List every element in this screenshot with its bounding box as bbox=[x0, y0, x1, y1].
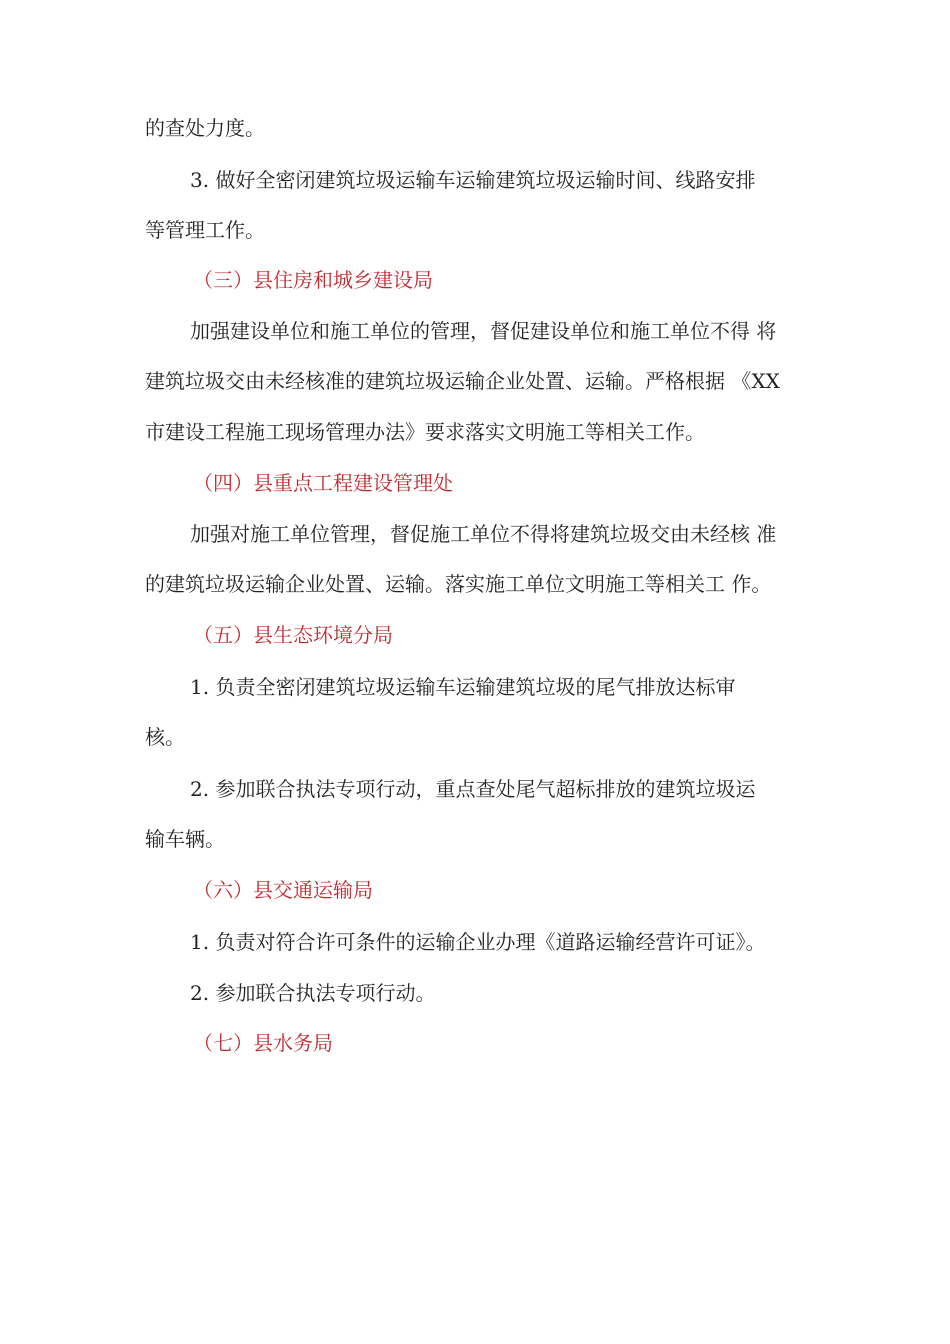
body-text-line: 的查处力度。 bbox=[145, 116, 265, 140]
section-heading-housing-bureau: （三）县住房和城乡建设局 bbox=[193, 268, 433, 292]
body-text-line: 等管理工作。 bbox=[145, 218, 265, 242]
list-item-2: 2. 参加联合执法专项行动，重点查处尾气超标排放的建筑垃圾运 bbox=[190, 777, 756, 801]
list-item-1: 1. 负责对符合许可条件的运输企业办理《道路运输经营许可证》。 bbox=[190, 930, 766, 954]
list-item-continuation: 输车辆。 bbox=[145, 827, 225, 851]
section-heading-water-bureau: （七）县水务局 bbox=[193, 1031, 333, 1055]
list-item-1: 1. 负责全密闭建筑垃圾运输车运输建筑垃圾的尾气排放达标审 bbox=[190, 675, 736, 699]
list-item-2: 2. 参加联合执法专项行动。 bbox=[190, 981, 436, 1005]
section-heading-transport-bureau: （六）县交通运输局 bbox=[193, 878, 373, 902]
paragraph-line: 的建筑垃圾运输企业处置、运输。落实施工单位文明施工等相关工 作。 bbox=[145, 572, 772, 596]
paragraph-line: 市建设工程施工现场管理办法》要求落实文明施工等相关工作。 bbox=[145, 420, 705, 444]
paragraph-line: 建筑垃圾交由未经核准的建筑垃圾运输企业处置、运输。严格根据 《XX bbox=[145, 369, 780, 393]
list-item-continuation: 核。 bbox=[145, 725, 185, 749]
paragraph-line: 加强建设单位和施工单位的管理，督促建设单位和施工单位不得 将 bbox=[190, 319, 777, 343]
section-heading-key-projects: （四）县重点工程建设管理处 bbox=[193, 471, 453, 495]
paragraph-line: 加强对施工单位管理，督促施工单位不得将建筑垃圾交由未经核 准 bbox=[190, 522, 777, 546]
section-heading-ecology-bureau: （五）县生态环境分局 bbox=[193, 623, 393, 647]
list-item-3: 3. 做好全密闭建筑垃圾运输车运输建筑垃圾运输时间、线路安排 bbox=[190, 168, 756, 192]
